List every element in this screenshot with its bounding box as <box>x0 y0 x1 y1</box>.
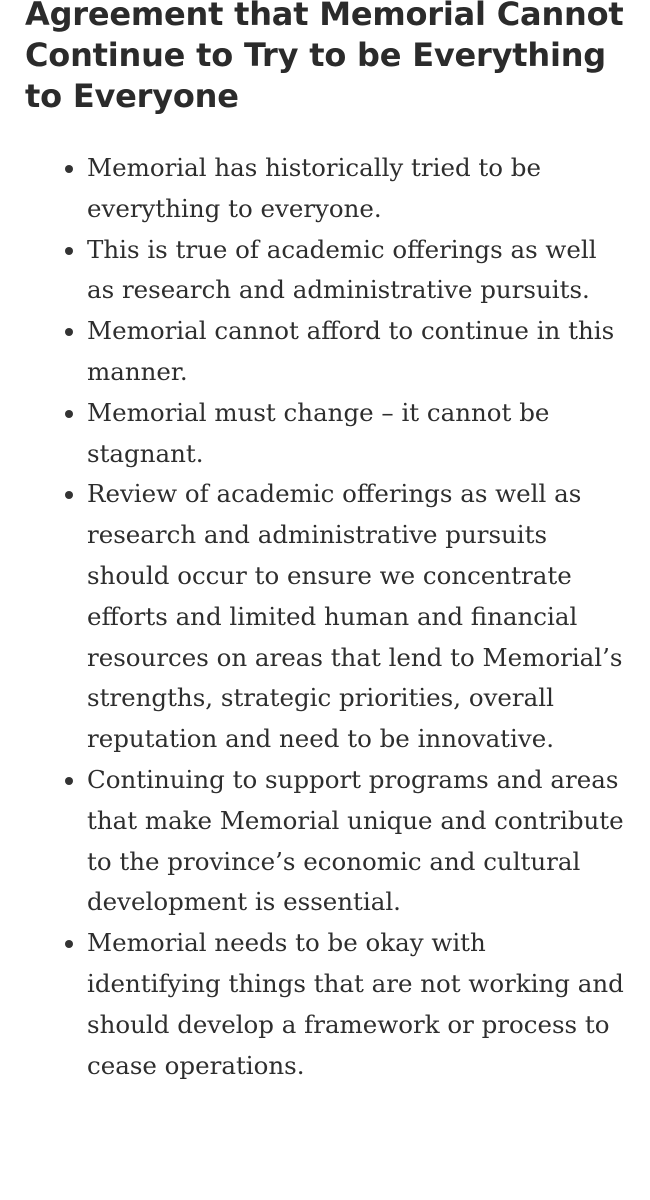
page-title: Agreement that Memorial Cannot Continue to Try to be Everything to Everyone <box>25 0 624 115</box>
list-item-text: Review of academic offerings as well as research and administrative pursuits should occur to ensure we concentrate efforts and limited human and financial resources on areas that lend to Memorial’s strengths, strategic priorities, overall reputation and need to be innovative. <box>87 479 623 754</box>
list-item-text: This is true of academic offerings as well as research and administrative pursuits. <box>87 234 597 305</box>
list-item-text: Memorial must change – it cannot be stagnant. <box>87 397 550 468</box>
list-item-text: Continuing to support programs and areas that make Memorial unique and contribute to the province’s economic and cultural development is essential. <box>87 764 624 917</box>
bullet-icon <box>65 165 73 173</box>
bullet-icon <box>65 940 73 948</box>
bullet-icon <box>65 247 73 255</box>
bullet-icon <box>65 328 73 336</box>
list-item <box>25 230 627 312</box>
bullet-list <box>25 148 630 1086</box>
list-item <box>25 393 627 475</box>
list-item <box>25 923 627 1086</box>
bullet-icon <box>65 491 73 499</box>
list-item <box>25 760 627 923</box>
list-item <box>25 148 627 230</box>
list-item <box>25 474 627 760</box>
list-item-text: Memorial cannot afford to continue in this manner. <box>87 316 615 386</box>
bullet-icon <box>65 777 73 785</box>
list-item-text: Memorial has historically tried to be everything to everyone. <box>87 153 541 223</box>
bullet-icon <box>65 410 73 418</box>
list-item-text: Memorial needs to be okay with identifying things that are not working and should develop a framework or process to cease operations. <box>87 928 624 1080</box>
list-item <box>25 311 627 393</box>
